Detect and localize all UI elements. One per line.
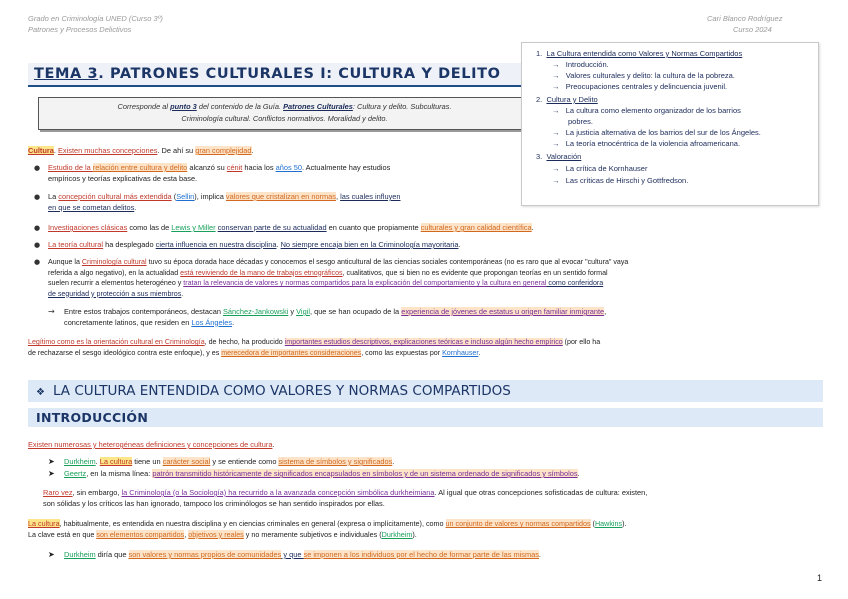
toc-item[interactable]: → Valores culturales y delito: la cultura de la pobreza. xyxy=(552,71,735,80)
toc-item[interactable]: 2. Cultura y Delito xyxy=(536,95,598,104)
intro-box xyxy=(38,97,531,130)
bullet-dot: ● xyxy=(34,224,41,232)
arrowhead-icon: ➤ xyxy=(48,457,55,466)
paragraph-legitimo: Legítimo como es la orientación cultural en Criminología, de hecho, ha producido importantes estudios descriptivos, explicaciones teóricas e incluso algún hecho empírico (por ello ha de rechazarse el sesgo ideológico contra este enfoque), y es merecedora de importantes consideraciones, como las expuestas por Kornhauser. xyxy=(28,338,601,357)
bullet-item-5: Aunque la Criminología cultural tuvo su época dorada hace décadas y conocemos el sesgo anticultural de las ciencias sociales contemporáneas (no es raro que al evocar "cultura" vaya referida a algo negativo), en la actualidad está reviviendo de la mano de trabajos etnográficos, cualitativos, que si bien no es evidente que propongan teorías en un sentido formal suelen recurrir a elementos heterogéneo y tratan la relevancia de valores y normas compartidos para la explicación del comportamiento y la cultura en general como conferidora de seguridad y protección a sus miembros. xyxy=(48,258,629,298)
bullet-dot: ● xyxy=(34,193,41,201)
table-of-contents xyxy=(521,42,819,206)
intro-line-1: Corresponde al punto 3 del contenido de la Guía. Patrones Culturales: Cultura y delito. Subculturas. xyxy=(117,102,452,111)
toc-item[interactable]: → La justicia alternativa de los barrios del sur de los Ángeles. xyxy=(552,128,761,137)
paragraph-la-cultura: La cultura, habitualmente, es entendida en nuestra disciplina y en ciencias criminales en general (expresa o implícitamente), como un conjunto de valores y normas compartidos (Hawkins). La clave está en que son elementos compartidos, objetivos y reales y no meramente subjetivos e individuales (Durkheim). xyxy=(28,519,627,539)
toc-item[interactable]: → La cultura como elemento organizador de los barrios xyxy=(552,106,741,115)
paragraph-definiciones: Existen numerosas y heterogéneas definiciones y concepciones de cultura. xyxy=(28,440,275,449)
arrowhead-icon: ➤ xyxy=(48,469,55,478)
subsection-title: INTRODUCCIÓN xyxy=(36,410,149,425)
toc-item[interactable]: → La crítica de Kornhauser xyxy=(552,164,648,173)
intro-line-2: Criminología cultural. Conflictos normativos. Moralidad y delito. xyxy=(181,114,388,123)
toc-item[interactable]: 3. Valoración xyxy=(536,152,582,161)
title-prefix: TEMA 3 xyxy=(34,66,99,82)
section-bullet-icon: ❖ xyxy=(36,387,45,398)
bullet-dot: ● xyxy=(34,164,41,172)
toc-item[interactable]: → Las críticas de Hirschi y Gottfredson. xyxy=(552,176,689,185)
page-title xyxy=(34,63,501,85)
toc-item[interactable]: → La teoría etnocéntrica de la violencia afroamericana. xyxy=(552,139,741,148)
header-author: Cari Blanco Rodríguez xyxy=(707,14,783,23)
toc-item[interactable]: 1. La Cultura entendida como Valores y Normas Compartidos xyxy=(536,49,743,58)
toc-item[interactable]: → Preocupaciones centrales y delincuencia juvenil. xyxy=(552,82,728,91)
bullet-item-1: Estudio de la relación entre cultura y delito alcanzó su cénit hacia los años 50. Actualmente hay estudios empíricos y teorías explicativas de esta base. xyxy=(48,163,391,183)
arrow-item: Entre estos trabajos contemporáneos, destacan Sánchez-Jankowski y Vigil, que se han ocupado de la experiencia de jóvenes de estatus u origen familiar inmigrante, concretamente latinos, que residen en Los Ángeles. xyxy=(64,307,607,327)
header-year: Curso 2024 xyxy=(733,25,772,34)
header-subject: Patrones y Procesos Delictivos xyxy=(28,25,132,34)
bullet-durkheim: Durkheim. La cultura tiene un carácter social y se entiende como sistema de símbolos y significados. xyxy=(64,457,395,466)
bullet-dot: ● xyxy=(34,258,41,266)
bullet-geertz: Geertz, en la misma línea: patrón transmitido históricamente de significados encapsulados en símbolos y de un sistema ordenado de significados y símbolos. xyxy=(64,469,580,478)
bullet-item-4: La teoría cultural ha desplegado cierta influencia en nuestra disciplina. No siempre encaja bien en la Criminología mayoritaria. xyxy=(48,240,461,249)
arrowhead-icon: ➤ xyxy=(48,550,55,559)
toc-item[interactable]: → Introducción. xyxy=(552,60,609,69)
bullet-durkheim-2: Durkheim diría que son valores y normas propios de comunidades y que se imponen a los individuos por el hecho de formar parte de las mismas. xyxy=(64,550,541,559)
header-course: Grado en Criminología UNED (Curso 3º) xyxy=(28,14,163,23)
paragraph-cultura: Cultura. Existen muchas concepciones. De ahí su gran complejidad. xyxy=(28,146,254,155)
bullet-dot: ● xyxy=(34,241,41,249)
section-title: ❖ LA CULTURA ENTENDIDA COMO VALORES Y NORMAS COMPARTIDOS xyxy=(36,383,511,399)
toc-item-continued: pobres. xyxy=(568,117,594,126)
paragraph-raro-vez: Raro vez, sin embargo, la Criminología (o la Sociología) ha recurrido a la avanzada concepción simbólica durkheimiana. Al igual que otras concepciones sofisticadas de cultura: existen, son sólidas y los críticos las han ignorado, tampoco los criminólogos se han sentido inspirados por ellas. xyxy=(43,488,648,508)
bullet-item-2: La concepción cultural más extendida (Sellin), implica valores que cristalizan en normas, las cuales influyen en que se cometan delitos. xyxy=(48,192,401,212)
bullet-item-3: Investigaciones clásicas como las de Lewis y Miller conservan parte de su actualidad en cuanto que propiamente culturales y gran calidad científica. xyxy=(48,223,534,232)
title-rest: . PATRONES CULTURALES I: CULTURA Y DELITO xyxy=(98,66,501,82)
page-number: 1 xyxy=(816,573,822,583)
arrow-icon: → xyxy=(48,307,55,316)
